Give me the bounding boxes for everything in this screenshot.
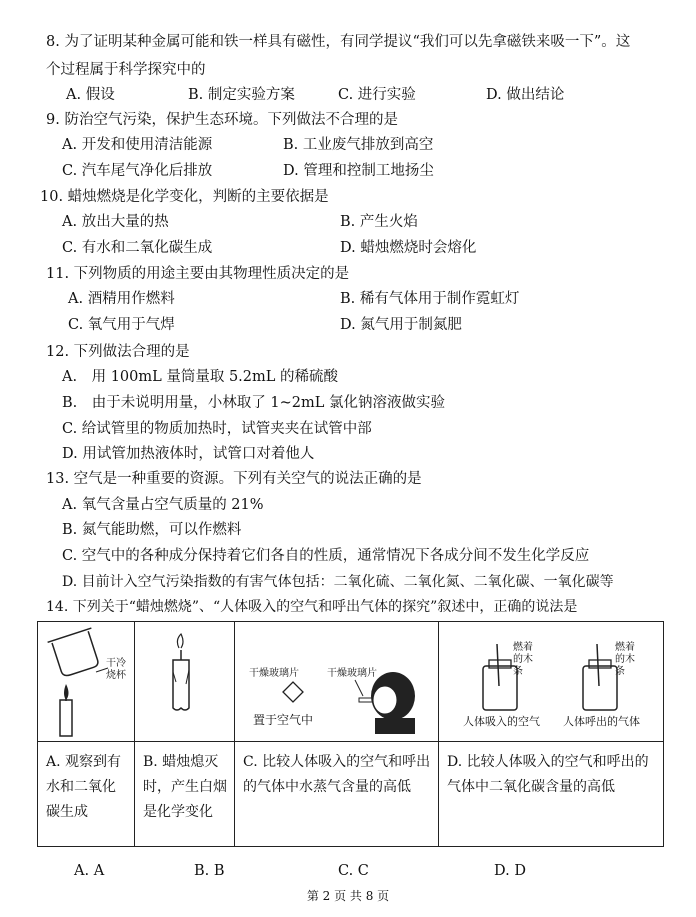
figure-d-label-inhaled: 燃着的木条 [513, 642, 533, 677]
q14-table [37, 621, 664, 847]
q10-option-d: D. 蜡烛燃烧时会熔化 [340, 240, 477, 256]
figure-b-cell [135, 622, 235, 742]
extinguished-candle-figure [135, 622, 235, 740]
figure-c-label-breath: 干燥玻璃片 [327, 668, 377, 679]
q9-option-c: C. 汽车尾气净化后排放 [62, 163, 213, 179]
q14-answer-a: A. A [74, 863, 105, 879]
q14-statement-a: A. 观察到有水和二氧化碳生成 [46, 754, 122, 820]
q9-option-d: D. 管理和控制工地扬尘 [283, 163, 434, 179]
q14-answer-c: C. C [338, 863, 369, 879]
q12-option-d: D. 用试管加热液体时，试管口对着他人 [62, 446, 315, 462]
q10-option-c: C. 有水和二氧化碳生成 [62, 240, 213, 256]
q12-option-a: A. 用 100mL 量筒量取 5.2mL 的稀硫酸 [62, 369, 339, 385]
q14-answer-d: D. D [494, 863, 526, 879]
q14-statement-b: B. 蜡烛熄灭时，产生白烟是化学变化 [143, 754, 227, 820]
q8-option-a: A. 假设 [66, 87, 115, 103]
q11-option-a: A. 酒精用作燃料 [68, 291, 175, 307]
q14-statement-c: C. 比较人体吸入的空气和呼出的气体中水蒸气含量的高低 [243, 754, 431, 795]
q11-option-d: D. 氮气用于制氮肥 [340, 317, 462, 333]
q14-stem: 14. 下列关于“蜡烛燃烧”、“人体吸入的空气和呼出气体的探究”叙述中，正确的说法是 [46, 599, 578, 615]
q14-statement-d: D. 比较人体吸入的空气和呼出的气体中二氧化碳含量的高低 [447, 754, 649, 795]
q11-stem: 11. 下列物质的用途主要由其物理性质决定的是 [46, 266, 350, 282]
q10-option-b: B. 产生火焰 [340, 214, 418, 230]
q14-answer-b: B. B [194, 863, 225, 879]
q13-option-c: C. 空气中的各种成分保持着它们各自的性质，通常情况下各成分间不发生化学反应 [62, 548, 590, 564]
q12-option-b: B. 由于未说明用量，小林取了 1~2mL 氯化钠溶液做实验 [62, 395, 445, 411]
figure-d-cell [439, 622, 664, 742]
figure-a-label: 干冷烧杯 [106, 658, 126, 681]
figure-d-label-exhaled: 燃着的木条 [615, 642, 635, 677]
q9-stem: 9. 防治空气污染，保护生态环境。下列做法不合理的是 [46, 112, 398, 128]
q13-option-d: D. 目前计入空气污染指数的有害气体包括：二氧化硫、二氧化氮、二氧化碳、一氧化碳等 [62, 574, 614, 590]
figure-c-label-air: 干燥玻璃片 [249, 668, 299, 679]
q10-stem: 10. 蜡烛燃烧是化学变化，判断的主要依据是 [40, 189, 329, 205]
q11-option-b: B. 稀有气体用于制作霓虹灯 [340, 291, 520, 307]
q8-option-c: C. 进行实验 [338, 87, 416, 103]
q13-option-b: B. 氮气能助燃，可以作燃料 [62, 522, 242, 538]
q12-stem: 12. 下列做法合理的是 [46, 344, 190, 360]
q8-option-d: D. 做出结论 [486, 87, 565, 103]
q10-option-a: A. 放出大量的热 [62, 214, 169, 230]
q9-option-a: A. 开发和使用清洁能源 [62, 137, 213, 153]
q11-option-c: C. 氧气用于气焊 [68, 317, 175, 333]
q8-stem-line1: 8. 为了证明某种金属可能和铁一样具有磁性，有同学提议“我们可以先拿磁铁来吸一下”。这 [46, 34, 631, 50]
q9-option-b: B. 工业废气排放到高空 [283, 137, 434, 153]
q13-stem: 13. 空气是一种重要的资源。下列有关空气的说法正确的是 [46, 471, 422, 487]
q13-option-a: A. 氧气含量占空气质量的 21% [62, 497, 264, 513]
q8-option-b: B. 制定实验方案 [188, 87, 295, 103]
figure-a-cell [38, 622, 135, 742]
figure-d-caption-exhaled: 人体呼出的气体 [563, 715, 640, 728]
figure-c-caption: 置于空气中 [253, 713, 314, 727]
q8-stem-line2: 个过程属于科学探究中的 [46, 62, 206, 78]
page-footer: 第 2 页 共 8 页 [306, 889, 390, 903]
q12-option-c: C. 给试管里的物质加热时，试管夹夹在试管中部 [62, 421, 372, 437]
figure-d-caption-inhaled: 人体吸入的空气 [463, 715, 540, 728]
figure-c-cell [235, 622, 439, 742]
